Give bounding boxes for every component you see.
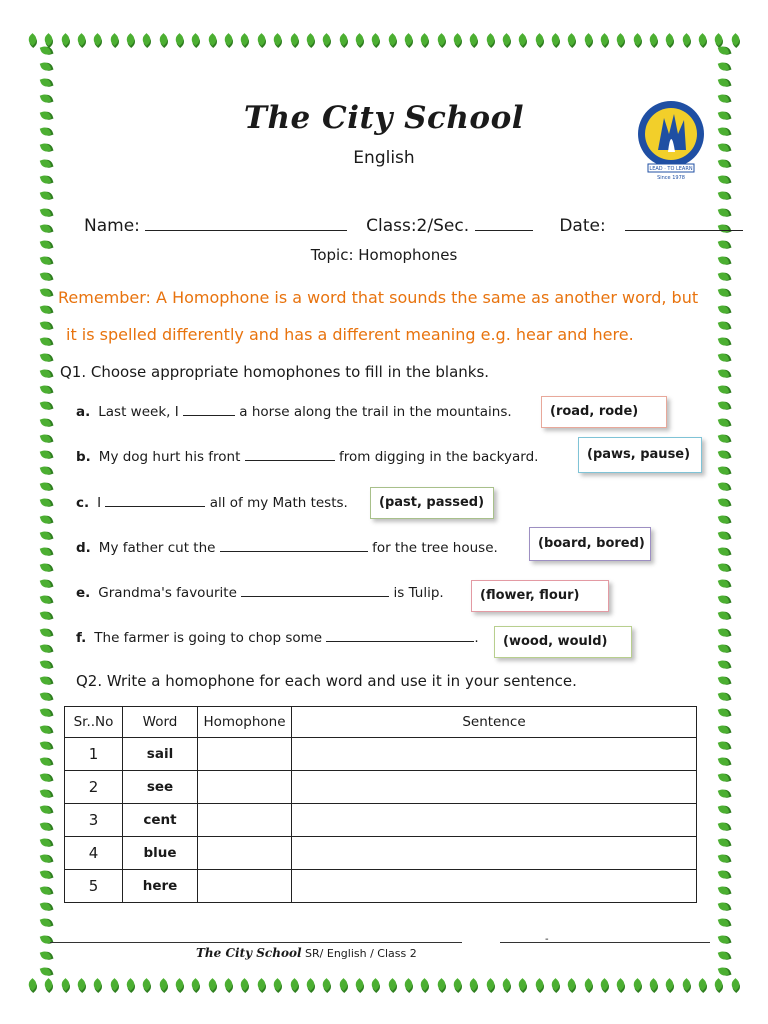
border-leaf-icon: [615, 33, 628, 46]
border-leaf-icon: [717, 966, 729, 978]
border-leaf-icon: [190, 978, 203, 991]
border-leaf-icon: [39, 739, 51, 751]
border-left: [36, 46, 54, 976]
student-info: [84, 216, 714, 236]
border-leaf-icon: [157, 33, 170, 46]
border-leaf-icon: [717, 723, 729, 735]
border-leaf-icon: [92, 33, 105, 46]
border-leaf-icon: [337, 978, 350, 991]
border-leaf-icon: [39, 869, 51, 881]
border-leaf-icon: [39, 626, 51, 638]
border-leaf-icon: [39, 303, 51, 315]
border-leaf-icon: [369, 978, 382, 991]
border-leaf-icon: [39, 917, 51, 929]
border-leaf-icon: [39, 675, 51, 687]
border-leaf-icon: [75, 33, 88, 46]
sentence-cell[interactable]: [292, 837, 697, 870]
border-leaf-icon: [717, 190, 729, 202]
border-leaf-icon: [451, 978, 464, 991]
border-leaf-icon: [516, 33, 529, 46]
border-leaf-icon: [717, 901, 729, 913]
border-leaf-icon: [664, 33, 677, 46]
border-leaf-icon: [451, 33, 464, 46]
border-leaf-icon: [39, 336, 51, 348]
border-leaf-icon: [39, 45, 51, 57]
footer-rule-left: [50, 942, 462, 943]
border-leaf-icon: [717, 45, 729, 57]
border-leaf-icon: [484, 978, 497, 991]
q1-item-b: b. My dog hurt his front from digging in the backyard.: [76, 446, 538, 465]
border-leaf-icon: [717, 594, 729, 606]
border-leaf-icon: [59, 978, 72, 991]
q2-heading: Q2. Write a homophone for each word and use it in your sentence.: [76, 672, 577, 690]
border-leaf-icon: [717, 578, 729, 590]
border-leaf-icon: [402, 33, 415, 46]
footer-text: SR/ English / Class 2: [305, 947, 417, 960]
border-leaf-icon: [59, 33, 72, 46]
sentence-cell[interactable]: [292, 804, 697, 837]
homophone-cell[interactable]: [198, 738, 292, 771]
border-leaf-icon: [717, 432, 729, 444]
border-leaf-icon: [717, 836, 729, 848]
border-leaf-icon: [717, 869, 729, 881]
topic-heading: Topic: Homophones: [310, 246, 458, 264]
border-leaf-icon: [717, 626, 729, 638]
border-leaf-icon: [717, 739, 729, 751]
border-leaf-icon: [39, 432, 51, 444]
table-row: [65, 738, 697, 771]
border-leaf-icon: [39, 400, 51, 412]
border-leaf-icon: [26, 33, 39, 46]
border-leaf-icon: [39, 804, 51, 816]
footer-rule-right: [500, 942, 710, 943]
border-leaf-icon: [717, 949, 729, 961]
q1-item-d: d. My father cut the for the tree house.: [76, 537, 498, 556]
border-leaf-icon: [516, 978, 529, 991]
border-leaf-icon: [39, 513, 51, 525]
subject-title: English: [353, 148, 415, 168]
border-leaf-icon: [717, 61, 729, 73]
border-leaf-icon: [337, 33, 350, 46]
border-leaf-icon: [39, 659, 51, 671]
col-header-sentence: Sentence: [292, 707, 697, 738]
border-leaf-icon: [664, 978, 677, 991]
logo-motto: LEAD · TO LEARN: [649, 166, 693, 172]
col-header-srno: Sr..No: [65, 707, 123, 738]
q1-item-c: c. I all of my Math tests.: [76, 492, 348, 511]
border-leaf-icon: [39, 820, 51, 832]
border-leaf-icon: [39, 206, 51, 218]
border-leaf-icon: [631, 33, 644, 46]
border-leaf-icon: [304, 978, 317, 991]
border-leaf-icon: [108, 978, 121, 991]
border-leaf-icon: [717, 400, 729, 412]
border-leaf-icon: [467, 978, 480, 991]
border-leaf-icon: [288, 978, 301, 991]
name-blank[interactable]: [145, 216, 347, 231]
border-leaf-icon: [717, 271, 729, 283]
homophone-table: [64, 706, 697, 903]
sentence-cell[interactable]: [292, 771, 697, 804]
border-leaf-icon: [717, 675, 729, 687]
border-leaf-icon: [549, 978, 562, 991]
border-leaf-icon: [39, 949, 51, 961]
border-leaf-icon: [39, 788, 51, 800]
border-leaf-icon: [418, 978, 431, 991]
border-leaf-icon: [39, 384, 51, 396]
blank-e[interactable]: [241, 582, 389, 597]
border-leaf-icon: [717, 707, 729, 719]
border-leaf-icon: [39, 901, 51, 913]
table-row: [65, 870, 697, 903]
table-header-row: [65, 707, 697, 738]
blank-f[interactable]: [326, 627, 474, 642]
border-leaf-icon: [39, 190, 51, 202]
border-leaf-icon: [696, 33, 709, 46]
row-number: 1: [65, 738, 123, 771]
footer-dash: -: [545, 934, 549, 945]
border-leaf-icon: [26, 978, 39, 991]
options-box-f: (wood, would): [494, 626, 632, 658]
row-number: 2: [65, 771, 123, 804]
border-leaf-icon: [717, 529, 729, 541]
border-leaf-icon: [549, 33, 562, 46]
border-leaf-icon: [647, 978, 660, 991]
border-leaf-icon: [717, 352, 729, 364]
border-leaf-icon: [717, 368, 729, 380]
options-box-d: (board, bored): [529, 527, 651, 561]
border-leaf-icon: [39, 756, 51, 768]
border-leaf-icon: [533, 33, 546, 46]
row-word: here: [123, 870, 198, 903]
class-label: Class:2/Sec.: [366, 216, 470, 236]
border-leaf-icon: [717, 174, 729, 186]
border-leaf-icon: [222, 978, 235, 991]
border-leaf-icon: [206, 33, 219, 46]
border-leaf-icon: [717, 820, 729, 832]
border-leaf-icon: [717, 804, 729, 816]
border-leaf-icon: [717, 853, 729, 865]
border-leaf-icon: [39, 529, 51, 541]
border-leaf-icon: [39, 966, 51, 978]
border-leaf-icon: [320, 978, 333, 991]
border-leaf-icon: [206, 978, 219, 991]
border-leaf-icon: [680, 33, 693, 46]
remember-line-1: Remember: A Homophone is a word that sounds the same as another word, but: [58, 288, 699, 307]
border-leaf-icon: [92, 978, 105, 991]
border-leaf-icon: [717, 917, 729, 929]
border-leaf-icon: [729, 33, 742, 46]
border-leaf-icon: [39, 594, 51, 606]
border-leaf-icon: [141, 33, 154, 46]
table-row: [65, 804, 697, 837]
border-leaf-icon: [631, 978, 644, 991]
border-leaf-icon: [717, 643, 729, 655]
border-leaf-icon: [222, 33, 235, 46]
border-leaf-icon: [255, 33, 268, 46]
options-box-e: (flower, flour): [471, 580, 609, 612]
row-word: cent: [123, 804, 198, 837]
border-leaf-icon: [717, 788, 729, 800]
border-leaf-icon: [39, 319, 51, 331]
border-leaf-icon: [39, 885, 51, 897]
border-leaf-icon: [39, 416, 51, 428]
border-leaf-icon: [173, 33, 186, 46]
q1-item-e: e. Grandma's favourite is Tulip.: [76, 582, 444, 601]
border-leaf-icon: [271, 978, 284, 991]
border-leaf-icon: [353, 978, 366, 991]
border-leaf-icon: [141, 978, 154, 991]
q1-heading: Q1. Choose appropriate homophones to fill in the blanks.: [60, 363, 490, 381]
border-leaf-icon: [39, 643, 51, 655]
border-leaf-icon: [717, 303, 729, 315]
border-leaf-icon: [729, 978, 742, 991]
border-leaf-icon: [598, 33, 611, 46]
border-bottom: [28, 975, 740, 993]
border-leaf-icon: [435, 978, 448, 991]
border-leaf-icon: [39, 222, 51, 234]
options-box-a: (road, rode): [541, 396, 667, 428]
border-leaf-icon: [717, 449, 729, 461]
border-leaf-icon: [39, 723, 51, 735]
border-leaf-icon: [402, 978, 415, 991]
col-header-word: Word: [123, 707, 198, 738]
school-logo-icon: [634, 98, 708, 182]
border-leaf-icon: [717, 497, 729, 509]
blank-c[interactable]: [105, 492, 205, 507]
border-leaf-icon: [42, 978, 55, 991]
footer-school: The City School: [196, 946, 302, 960]
border-leaf-icon: [717, 546, 729, 558]
homophone-cell[interactable]: [198, 804, 292, 837]
col-header-homophone: Homophone: [198, 707, 292, 738]
border-leaf-icon: [75, 978, 88, 991]
border-leaf-icon: [713, 33, 726, 46]
border-leaf-icon: [369, 33, 382, 46]
border-leaf-icon: [304, 33, 317, 46]
row-word: blue: [123, 837, 198, 870]
border-leaf-icon: [717, 756, 729, 768]
border-leaf-icon: [717, 77, 729, 89]
row-number: 5: [65, 870, 123, 903]
border-leaf-icon: [320, 33, 333, 46]
remember-line-2: it is spelled differently and has a different meaning e.g. hear and here.: [66, 325, 634, 344]
footer: [196, 946, 417, 960]
border-leaf-icon: [717, 610, 729, 622]
border-leaf-icon: [598, 978, 611, 991]
border-leaf-icon: [500, 33, 513, 46]
border-leaf-icon: [39, 772, 51, 784]
border-leaf-icon: [615, 978, 628, 991]
border-leaf-icon: [713, 978, 726, 991]
border-leaf-icon: [696, 978, 709, 991]
border-leaf-icon: [39, 610, 51, 622]
border-leaf-icon: [717, 691, 729, 703]
border-leaf-icon: [39, 691, 51, 703]
sentence-cell[interactable]: [292, 870, 697, 903]
name-label: Name:: [84, 216, 140, 236]
border-leaf-icon: [582, 33, 595, 46]
border-leaf-icon: [39, 352, 51, 364]
border-leaf-icon: [717, 562, 729, 574]
border-leaf-icon: [39, 562, 51, 574]
border-leaf-icon: [353, 33, 366, 46]
school-title: The City School: [243, 100, 525, 136]
border-leaf-icon: [717, 465, 729, 477]
border-leaf-icon: [418, 33, 431, 46]
border-leaf-icon: [255, 978, 268, 991]
border-top: [28, 30, 740, 48]
border-leaf-icon: [39, 578, 51, 590]
border-leaf-icon: [717, 384, 729, 396]
border-leaf-icon: [467, 33, 480, 46]
border-leaf-icon: [124, 33, 137, 46]
border-leaf-icon: [39, 933, 51, 945]
border-leaf-icon: [500, 978, 513, 991]
border-leaf-icon: [386, 978, 399, 991]
border-leaf-icon: [271, 33, 284, 46]
border-leaf-icon: [717, 659, 729, 671]
border-leaf-icon: [717, 513, 729, 525]
border-leaf-icon: [39, 368, 51, 380]
row-word: sail: [123, 738, 198, 771]
border-leaf-icon: [108, 33, 121, 46]
homophone-cell[interactable]: [198, 837, 292, 870]
border-leaf-icon: [124, 978, 137, 991]
border-leaf-icon: [39, 174, 51, 186]
homophone-cell[interactable]: [198, 771, 292, 804]
border-leaf-icon: [717, 933, 729, 945]
row-number: 4: [65, 837, 123, 870]
border-leaf-icon: [239, 978, 252, 991]
sentence-cell[interactable]: [292, 738, 697, 771]
border-leaf-icon: [680, 978, 693, 991]
options-box-c: (past, passed): [370, 487, 494, 519]
border-leaf-icon: [39, 449, 51, 461]
border-leaf-icon: [39, 287, 51, 299]
homophone-cell[interactable]: [198, 870, 292, 903]
blank-a[interactable]: [183, 401, 235, 416]
row-word: see: [123, 771, 198, 804]
border-leaf-icon: [582, 978, 595, 991]
table-row: [65, 771, 697, 804]
border-leaf-icon: [39, 61, 51, 73]
border-leaf-icon: [386, 33, 399, 46]
border-leaf-icon: [39, 707, 51, 719]
border-leaf-icon: [565, 978, 578, 991]
q1-item-f: f. The farmer is going to chop some .: [76, 627, 479, 646]
border-leaf-icon: [533, 978, 546, 991]
options-box-b: (paws, pause): [578, 437, 702, 473]
border-leaf-icon: [42, 33, 55, 46]
border-leaf-icon: [717, 481, 729, 493]
border-leaf-icon: [39, 853, 51, 865]
border-leaf-icon: [173, 978, 186, 991]
border-right: [714, 46, 732, 976]
border-leaf-icon: [565, 33, 578, 46]
border-leaf-icon: [484, 33, 497, 46]
q1-item-a: a. Last week, I a horse along the trail in the mountains.: [76, 401, 512, 420]
border-leaf-icon: [190, 33, 203, 46]
border-leaf-icon: [717, 416, 729, 428]
border-leaf-icon: [39, 546, 51, 558]
table-row: [65, 837, 697, 870]
border-leaf-icon: [717, 885, 729, 897]
row-number: 3: [65, 804, 123, 837]
border-leaf-icon: [717, 772, 729, 784]
border-leaf-icon: [39, 271, 51, 283]
blank-b[interactable]: [245, 446, 335, 461]
border-leaf-icon: [39, 465, 51, 477]
section-blank[interactable]: [475, 216, 533, 231]
border-leaf-icon: [39, 497, 51, 509]
logo-since: Since 1978: [657, 175, 685, 181]
date-label: Date:: [559, 216, 606, 236]
border-leaf-icon: [717, 287, 729, 299]
border-leaf-icon: [39, 481, 51, 493]
border-leaf-icon: [647, 33, 660, 46]
date-blank[interactable]: [625, 216, 743, 231]
blank-d[interactable]: [220, 537, 368, 552]
border-leaf-icon: [435, 33, 448, 46]
border-leaf-icon: [288, 33, 301, 46]
border-leaf-icon: [157, 978, 170, 991]
border-leaf-icon: [39, 77, 51, 89]
border-leaf-icon: [239, 33, 252, 46]
border-leaf-icon: [39, 836, 51, 848]
